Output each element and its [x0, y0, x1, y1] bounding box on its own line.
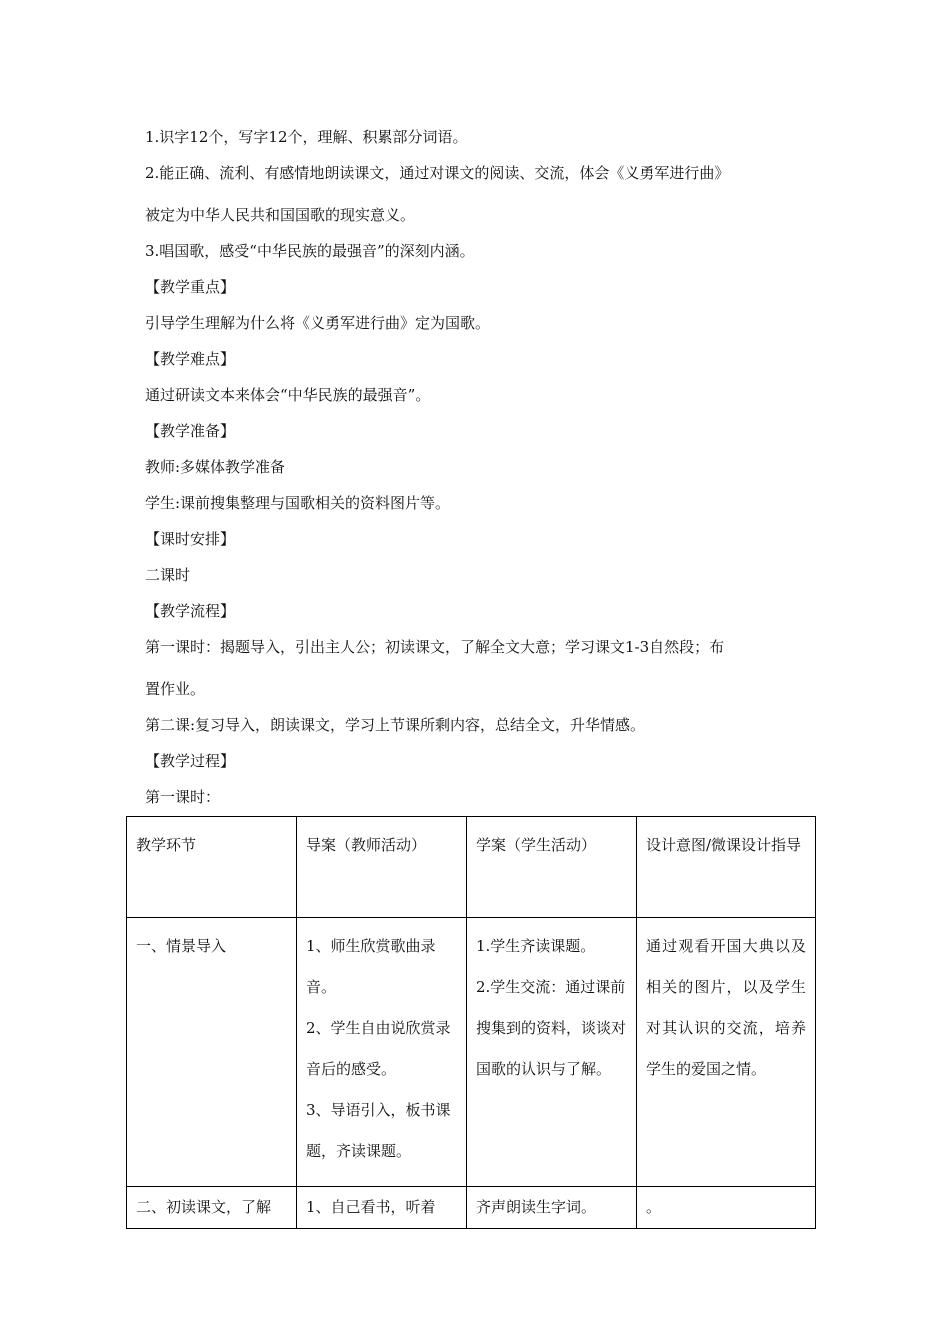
flow-lesson-1-cont: 置作业。	[145, 680, 206, 698]
row1-intent	[637, 918, 816, 1187]
flow-lesson-2: 第二课:复习导入，朗读课文，学习上节课所剩内容，总结全文，升华情感。	[145, 716, 646, 734]
row1-teacher-item: 3、导语引入，板书课题，齐读课题。	[306, 1101, 451, 1160]
row1-student	[467, 918, 637, 1187]
row2-student-item: 齐声朗读生字词。	[476, 1198, 597, 1216]
heading-difficulties: 【教学难点】	[145, 350, 236, 368]
flow-lesson-1: 第一课时：揭题导入，引出主人公；初读课文，了解全文大意；学习课文1-3自然段；布	[145, 638, 725, 656]
row2-intent	[637, 1187, 816, 1229]
header-student: 学案（学生活动）	[467, 817, 637, 918]
row1-stage: 一、情景导入	[127, 918, 297, 1187]
heading-flow: 【教学流程】	[145, 602, 236, 620]
table-row	[127, 1187, 816, 1229]
row1-intent-item: 通过观看开国大典以及相关的图片，以及学生对其认识的交流，培养学生的爱国之情。	[646, 937, 806, 1078]
row2-student	[467, 1187, 637, 1229]
objective-3: 3.唱国歌，感受“中华民族的最强音”的深刻内涵。	[145, 242, 475, 260]
row1-student-item: 2.学生交流：通过课前搜集到的资料，谈谈对国歌的认识与了解。	[476, 978, 627, 1078]
table-header-row	[127, 817, 816, 918]
heading-process: 【教学过程】	[145, 752, 236, 770]
difficulties-text: 通过研读文本来体会“中华民族的最强音”。	[145, 386, 431, 404]
row2-teacher	[297, 1187, 467, 1229]
row1-teacher	[297, 918, 467, 1187]
row1-student-item: 1.学生齐读课题。	[476, 937, 596, 955]
row1-teacher-item: 2、学生自由说欣赏录音后的感受。	[306, 1019, 451, 1078]
heading-key-points: 【教学重点】	[145, 278, 236, 296]
table-row	[127, 918, 816, 1187]
row2-intent-item: 。	[646, 1198, 662, 1216]
header-teacher: 导案（教师活动）	[297, 817, 467, 918]
objective-2-cont: 被定为中华人民共和国国歌的现实意义。	[145, 206, 416, 224]
header-intent: 设计意图/微课设计指导	[637, 817, 816, 918]
row2-teacher-item: 1、自己看书，听着	[306, 1198, 436, 1216]
heading-preparation: 【教学准备】	[145, 422, 236, 440]
header-stage: 教学环节	[127, 817, 297, 918]
objective-2: 2.能正确、流利、有感情地朗读课文，通过对课文的阅读、交流，体会《义勇军进行曲》	[145, 164, 730, 182]
lesson-table	[126, 816, 816, 1229]
heading-schedule: 【课时安排】	[145, 530, 236, 548]
key-points-text: 引导学生理解为什么将《义勇军进行曲》定为国歌。	[145, 314, 491, 332]
row1-teacher-item: 1、师生欣赏歌曲录音。	[306, 937, 436, 996]
row2-stage: 二、初读课文，了解	[127, 1187, 297, 1229]
preparation-student: 学生:课前搜集整理与国歌相关的资料图片等。	[145, 494, 451, 512]
schedule-text: 二课时	[145, 566, 191, 584]
process-lesson-1: 第一课时：	[145, 788, 221, 806]
preparation-teacher: 教师:多媒体教学准备	[145, 458, 286, 476]
objective-1: 1.识字12个，写字12个，理解、积累部分词语。	[145, 128, 468, 146]
